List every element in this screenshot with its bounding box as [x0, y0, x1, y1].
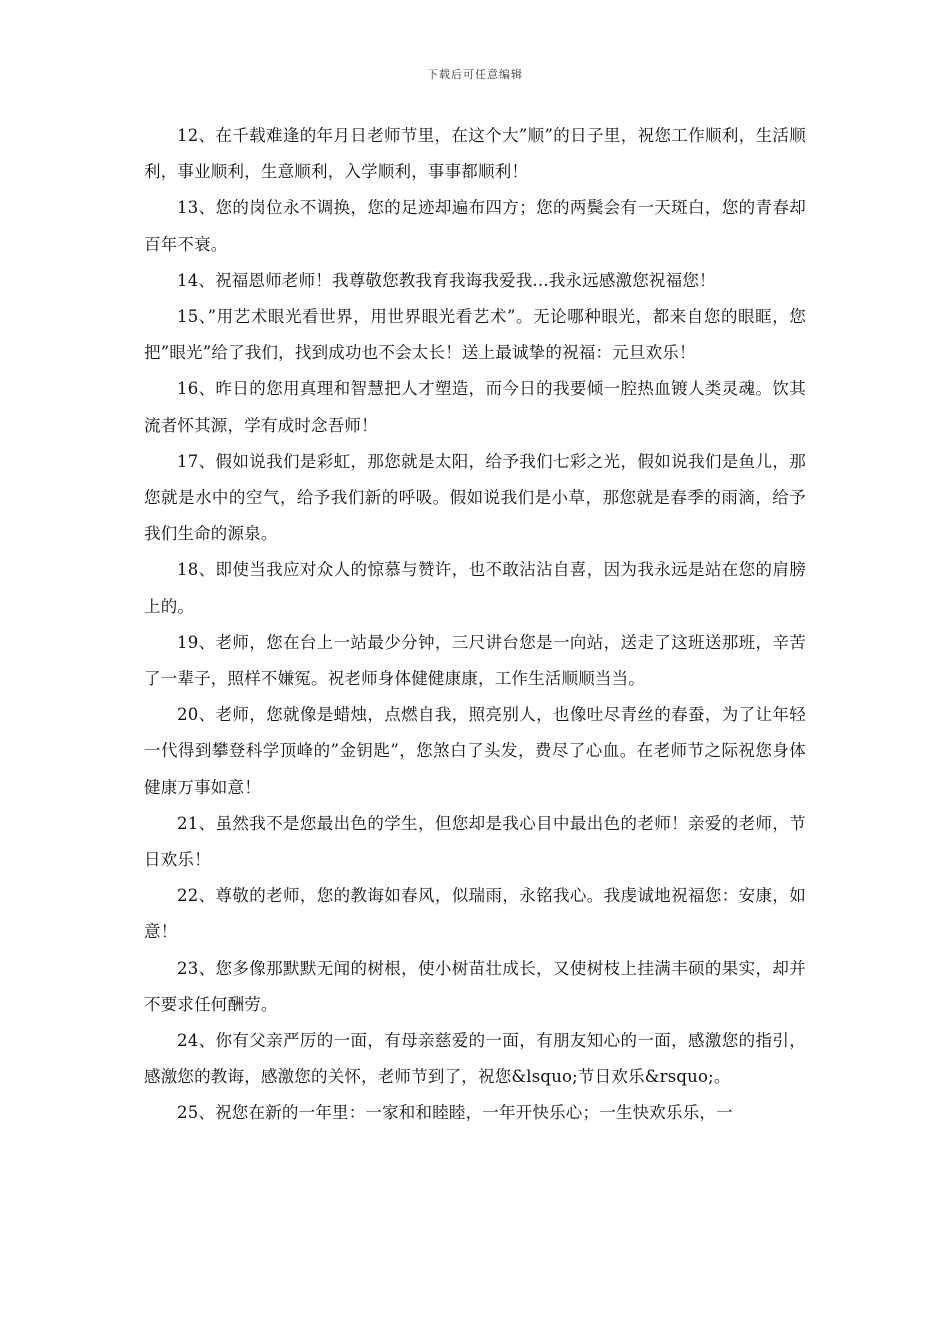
paragraph-19: 19、老师，您在台上一站最少分钟，三尺讲台您是一向站，送走了这班送那班，辛苦了一辈子，照样不嫌冤。祝老师身体健健康康，工作生活顺顺当当。 [144, 632, 806, 689]
document-body [144, 118, 806, 1132]
paragraph-16: 16、昨日的您用真理和智慧把人才塑造，而今日的我要倾一腔热血镀人类灵魂。饮其流者怀其源，学有成时念吾师！ [144, 379, 806, 435]
paragraph-20: 20、老师，您就像是蜡烛，点燃自我，照亮别人，也像吐尽青丝的春蚕，为了让年轻一代得到攀登科学顶峰的”金钥匙”，您煞白了头发，费尽了心血。在老师节之际祝您身体健康万事如意！ [144, 705, 806, 797]
paragraph-22: 22、尊敬的老师，您的教诲如春风，似瑞雨，永铭我心。我虔诚地祝福您：安康，如意！ [144, 886, 806, 942]
paragraph-25: 25、祝您在新的一年里：一家和和睦睦，一年开快乐心；一生快欢乐乐，一 [177, 1103, 733, 1123]
paragraph-14: 14、祝福恩师老师！我尊敬您教我育我诲我爱我...我永远感激您祝福您！ [177, 270, 716, 290]
page-header: 下载后可任意编辑 [427, 68, 523, 81]
paragraph-24: 24、你有父亲严厉的一面，有母亲慈爱的一面，有朋友知心的一面，感激您的指引，感激您的教诲，感激您的关怀，老师节到了，祝您&lsquo;节日欢乐&rsquo;。 [144, 1031, 806, 1087]
paragraph-17: 17、假如说我们是彩虹，那您就是太阳，给予我们七彩之光，假如说我们是鱼儿，那您就是水中的空气，给予我们新的呼吸。假如说我们是小草，那您就是春季的雨滴，给予我们生命的源泉。 [144, 451, 806, 544]
paragraph-21: 21、虽然我不是您最出色的学生，但您却是我心目中最出色的老师！亲爱的老师，节日欢乐！ [144, 813, 806, 870]
paragraph-12: 12、在千载难逢的年月日老师节里，在这个大”顺”的日子里，祝您工作顺利，生活顺利，事业顺利，生意顺利，入学顺利，事事都顺利！ [144, 126, 806, 182]
paragraph-13: 13、您的岗位永不调换，您的足迹却遍布四方；您的两鬓会有一天斑白，您的青春却百年不衰。 [144, 198, 806, 254]
paragraph-15: 15、”用艺术眼光看世界，用世界眼光看艺术”。无论哪种眼光，都来自您的眼眶，您把”眼光”给了我们，找到成功也不会太长！送上最诚挚的祝福：元旦欢乐！ [144, 307, 806, 363]
paragraph-18: 18、即使当我应对众人的惊慕与赞许，也不敢沾沾自喜，因为我永远是站在您的肩膀上的。 [144, 560, 806, 616]
paragraph-23: 23、您多像那默默无闻的树根，使小树苗壮成长，又使树枝上挂满丰硕的果实，却并不要求任何酬劳。 [144, 958, 806, 1014]
